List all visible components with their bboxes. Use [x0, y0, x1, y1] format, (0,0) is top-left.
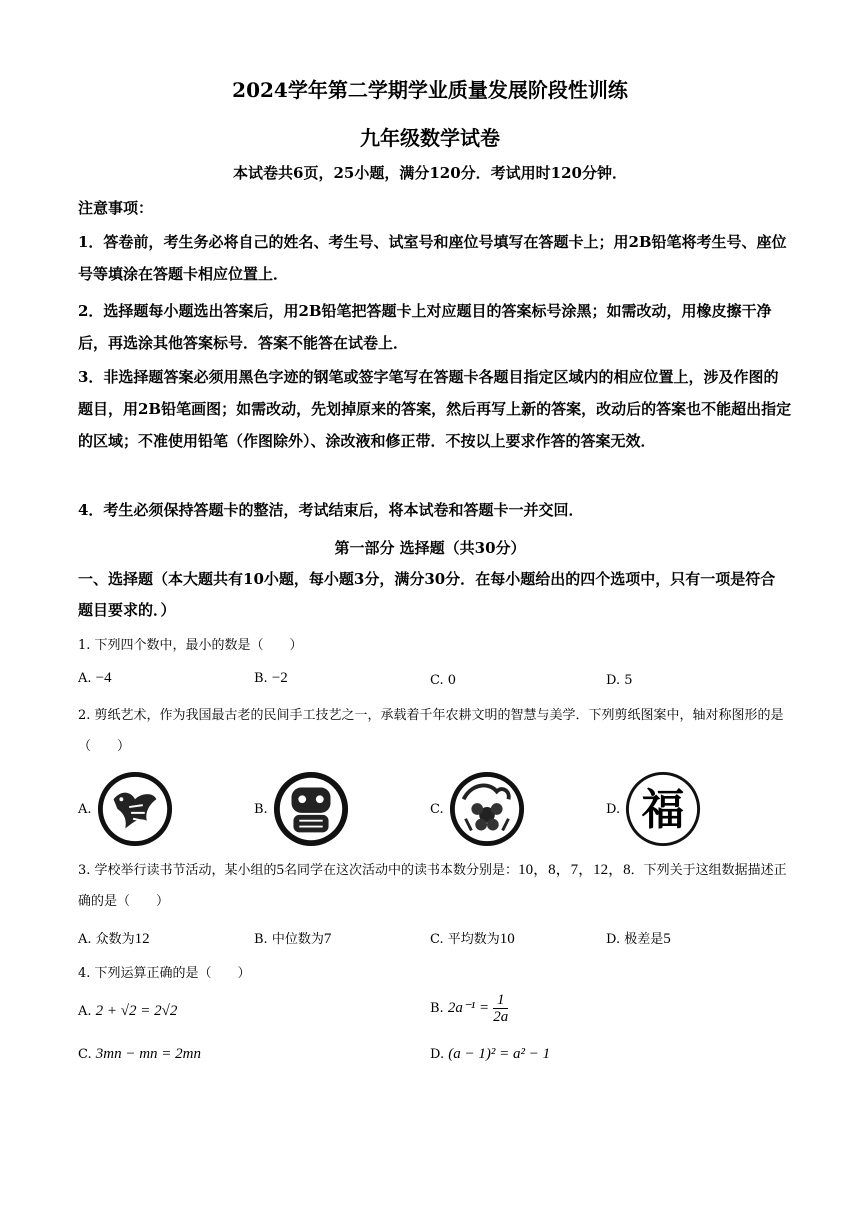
q2-option-b: B.: [254, 770, 374, 850]
q1-option-a-value: −4: [95, 670, 112, 686]
question-3-stem: 3. 学校举行读书节活动，某小组的5名同学在这次活动中的读书本数分别是：10，8，7，12，8．下列关于这组数据描述正确的是（ ）: [78, 862, 787, 909]
part-one-title: 第一部分 选择题（共30分）: [334, 539, 526, 557]
note-item-1: 1．答卷前，考生务必将自己的姓名、考生号、试室号和座位号填写在答题卡上；用2B铅笔将考生号、座位号等填涂在答题卡相应位置上．: [78, 233, 787, 283]
question-1-stem: 1. 下列四个数中，最小的数是（ ）: [78, 638, 303, 653]
papercut-flower-icon: [448, 770, 526, 848]
q4-option-b: B. 2a⁻¹ = $\frac{1}{2a}$: [430, 992, 509, 1025]
q4-option-c: C. 3mn − mn = 2mn: [78, 1046, 202, 1062]
q4-option-a: A. 2 + √2 = 2√2: [78, 1003, 178, 1019]
papercut-tiger-icon: [272, 770, 350, 848]
section-heading: 一、选择题（本大题共有10小题，每小题3分，满分30分．在每小题给出的四个选项中，只有一项是符合题目要求的．）: [78, 570, 776, 619]
q4-option-b-lhs: 2a⁻¹ =: [447, 1000, 490, 1016]
q1-option-d: D. 5: [606, 673, 633, 688]
question-2-stem: 2. 剪纸艺术，作为我国最古老的民间手工技艺之一，承载着千年农耕文明的智慧与美学．下列剪纸图案中，轴对称图形的是（ ）: [78, 708, 784, 754]
q4-option-b-fraction: $\frac{1}{2a}$: [493, 992, 509, 1025]
papercut-fu-character-icon: [624, 770, 702, 848]
q3-option-c: C. 平均数为10: [430, 931, 515, 947]
question-4-stem: 4. 下列运算正确的是（ ）: [78, 966, 251, 981]
exam-title: 2024学年第二学期学业质量发展阶段性训练: [232, 78, 628, 102]
q1-option-a: A. −4: [78, 670, 112, 686]
q2-option-d: D. 福: [606, 770, 726, 850]
fu-character: 福: [641, 785, 685, 836]
q4-option-d: D. (a − 1)² = a² − 1: [430, 1046, 551, 1062]
note-item-3: 3．非选择题答案必须用黑色字迹的钢笔或签字笔写在答题卡各题目指定区域内的相应位置上，涉及作图的题目，用2B铅笔画图；如需改动，先划掉原来的答案，然后再写上新的答案，改动后的答案也不能超出指定的区域；不准使用铅笔（作图除外）、涂改液和修正带．不按以上要求作答的答案无效．: [78, 368, 792, 450]
q1-option-b: B. −2: [254, 670, 288, 686]
q1-option-b-value: −2: [271, 670, 288, 686]
papercut-bird-icon: [96, 770, 174, 848]
q1-option-c: C. 0: [430, 673, 457, 688]
q4-option-c-expr: 3mn − mn = 2mn: [95, 1046, 202, 1062]
note-item-2: 2．选择题每小题选出答案后，用2B铅笔把答题卡上对应题目的答案标号涂黑；如需改动，用橡皮擦干净后，再选涂其他答案标号．答案不能答在试卷上．: [78, 302, 772, 352]
q2-option-a: A.: [78, 770, 198, 850]
q3-option-d: D. 极差是5: [606, 931, 671, 947]
q2-option-c: C.: [430, 770, 550, 850]
exam-info: 本试卷共6页，25小题，满分120分．考试用时120分钟．: [233, 164, 627, 182]
exam-subject-title: 九年级数学试卷: [360, 126, 500, 150]
notes-heading: 注意事项：: [78, 199, 154, 217]
q3-option-a: A. 众数为12: [78, 931, 150, 947]
note-item-4: 4．考生必须保持答题卡的整洁，考试结束后，将本试卷和答题卡一并交回．: [78, 501, 584, 519]
q4-option-d-expr: (a − 1)² = a² − 1: [448, 1046, 551, 1062]
q4-option-a-expr: 2 + √2 = 2√2: [95, 1003, 178, 1019]
q3-option-b: B. 中位数为7: [254, 931, 332, 947]
